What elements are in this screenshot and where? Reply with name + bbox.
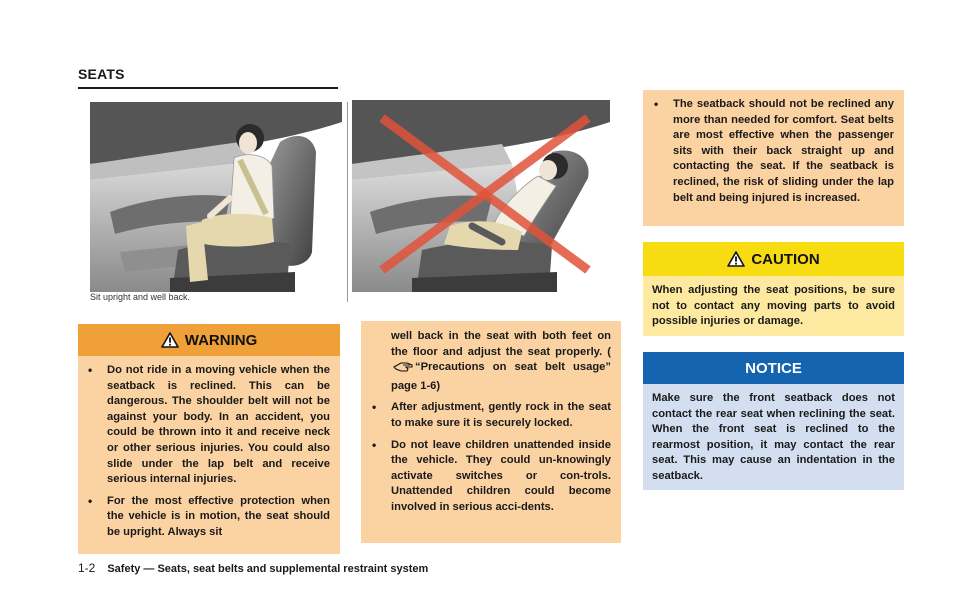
warning-item: • Do not leave children unattended inside the vehicle. They could un-knowingly activate switches or con-trols. Unattended children could become involved in serious acci-dents. <box>370 438 611 516</box>
warning-continuation-box <box>361 321 621 543</box>
warning-item: • For the most effective protection when the vehicle is in motion, the seat should be upright. Always sit <box>86 494 330 541</box>
section-title: SEATS <box>78 66 125 82</box>
warning-continuation-lead: well back in the seat with both feet on the floor and adjust the seat properly. ( <box>391 330 611 358</box>
caution-box <box>643 242 904 336</box>
figure-divider <box>347 102 348 302</box>
illustration-reclined-seating <box>352 100 610 292</box>
notice-header <box>643 352 904 384</box>
footer-title: Safety — Seats, seat belts and supplemental restraint system <box>107 563 429 575</box>
illustration-upright-seating <box>90 102 342 292</box>
caution-header <box>643 242 904 276</box>
warning-box <box>78 324 340 554</box>
warning-item: • After adjustment, gently rock in the seat to make sure it is securely locked. <box>370 400 611 431</box>
notice-box <box>643 352 904 490</box>
figure-caption: Sit upright and well back. <box>90 292 191 302</box>
warning-header <box>78 324 340 356</box>
notice-text: Make sure the front seatback does not contact the rear seat when reclining the seat. When the front seat is reclined to the rearmost position, it may contact the rear seat. This may cause an indentation in the seatback. <box>652 392 895 482</box>
upright-seating-image <box>90 102 342 292</box>
notice-heading: NOTICE <box>745 359 802 377</box>
caution-heading: CAUTION <box>751 250 820 268</box>
page-number: 1-2 <box>78 561 96 575</box>
warning-heading: WARNING <box>184 331 258 349</box>
reclined-seating-image <box>352 100 610 292</box>
reference-hand-icon <box>393 361 413 379</box>
warning-triangle-icon <box>161 332 179 348</box>
caution-text: When adjusting the seat positions, be sure not to contact any moving parts to avoid possible injuries or damage. <box>652 284 895 328</box>
page-footer <box>78 561 428 575</box>
warning-triangle-icon <box>727 251 745 267</box>
warning-continuation-text <box>370 329 611 394</box>
warning-item: • The seatback should not be reclined any more than needed for comfort. Seat belts are most effective when the passenger sits with their back straight up and contacting the seat. If the seatback is reclined, the risk of sliding under the lap belt and being injured is increased. <box>652 97 894 206</box>
section-rule <box>78 87 338 89</box>
warning-item: • Do not ride in a moving vehicle when the seatback is reclined. This can be dangerous. The shoulder belt will not be against your body. In an accident, you could be thrown into it and receive neck or other serious injuries. You could also slide under the lap belt and receive serious internal injuries. <box>86 363 330 488</box>
warning-continuation-box-right <box>643 90 904 226</box>
warning-continuation-reference[interactable]: “Precautions on seat belt usage” page 1-6) <box>391 361 611 392</box>
